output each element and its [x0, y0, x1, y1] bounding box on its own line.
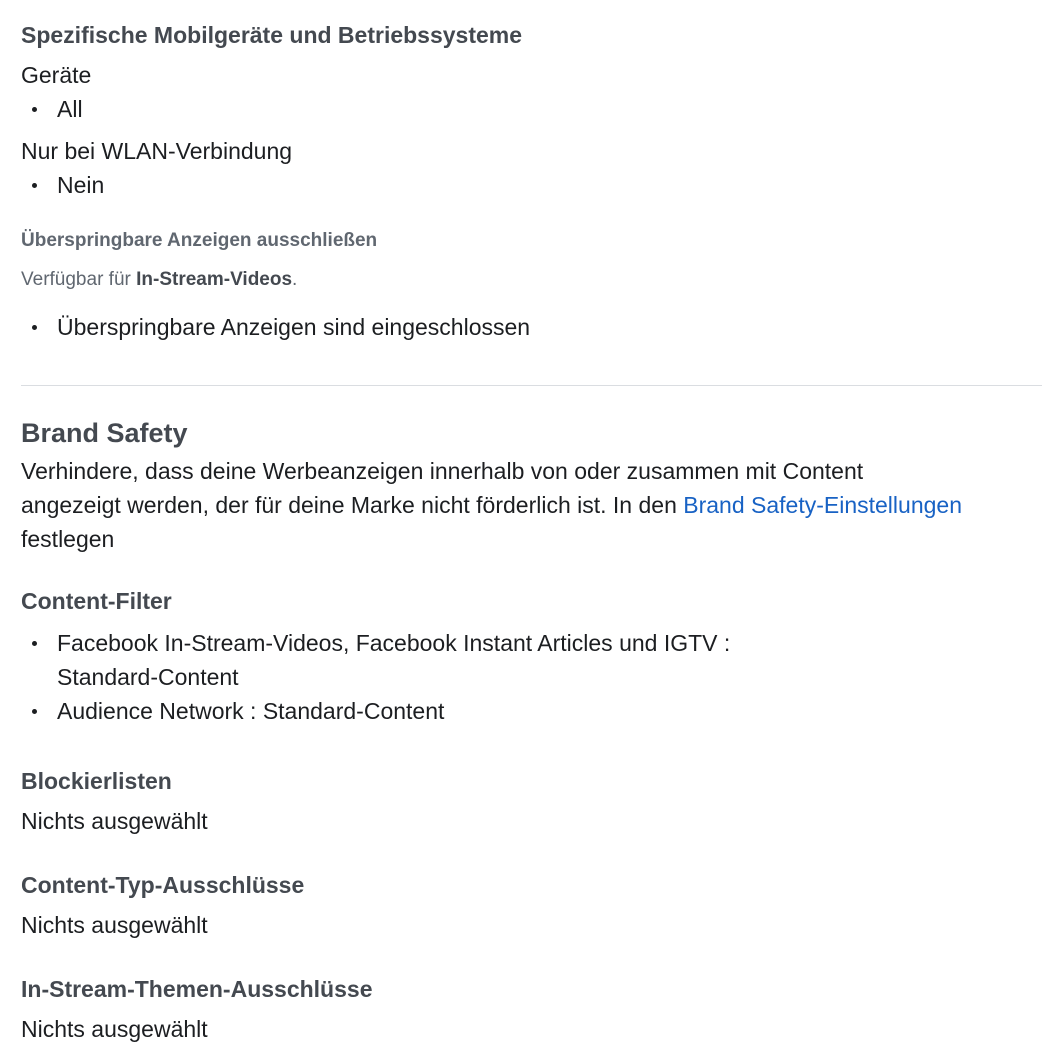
list-item: [21, 626, 730, 694]
brand-safety-description: [21, 454, 1051, 556]
availability-prefix: Verfügbar für: [21, 269, 137, 290]
wifi-label: Nur bei WLAN-Verbindung: [21, 138, 293, 164]
devices-label: Geräte: [21, 62, 92, 88]
content-type-exclusions-heading: Content-Typ-Ausschlüsse: [21, 872, 305, 898]
description-line: Verhindere, dass deine Werbeanzeigen innerhalb von oder zusammen mit Content: [21, 458, 864, 484]
devices-list: [21, 92, 83, 126]
section-divider: [21, 385, 1042, 386]
list-item-line: Facebook In-Stream-Videos, Facebook Instant Articles und IGTV :: [57, 630, 731, 656]
list-item: Überspringbare Anzeigen sind eingeschlossen: [21, 310, 530, 344]
list-item-line: Standard-Content: [57, 664, 239, 690]
availability-note: [21, 267, 297, 293]
description-line: festlegen: [21, 526, 115, 552]
list-item: Audience Network : Standard-Content: [21, 694, 730, 728]
description-line-with-link: [21, 488, 1051, 522]
brand-safety-title: Brand Safety: [21, 418, 188, 448]
brand-safety-settings-link[interactable]: Brand Safety-Einstellungen: [683, 492, 962, 518]
blocklists-heading: Blockierlisten: [21, 768, 172, 794]
availability-placement: In-Stream-Videos: [136, 269, 293, 290]
instream-topic-exclusions-value: Nichts ausgewählt: [21, 1016, 208, 1042]
skippable-list: [21, 310, 530, 344]
availability-suffix: .: [292, 269, 298, 290]
content-type-exclusions-value: Nichts ausgewählt: [21, 912, 208, 938]
blocklists-value: Nichts ausgewählt: [21, 808, 208, 834]
wifi-list: [21, 168, 104, 202]
list-item: Nein: [21, 168, 104, 202]
skippable-ads-heading: Überspringbare Anzeigen ausschließen: [21, 230, 378, 251]
description-text: angezeigt werden, der für deine Marke nicht förderlich ist. In den: [21, 492, 684, 518]
instream-topic-exclusions-heading: In-Stream-Themen-Ausschlüsse: [21, 976, 373, 1002]
list-item: All: [21, 92, 83, 126]
content-filter-heading: Content-Filter: [21, 588, 172, 614]
mobile-devices-heading: Spezifische Mobilgeräte und Betriebssysteme: [21, 22, 523, 48]
content-filter-list: [21, 626, 730, 728]
